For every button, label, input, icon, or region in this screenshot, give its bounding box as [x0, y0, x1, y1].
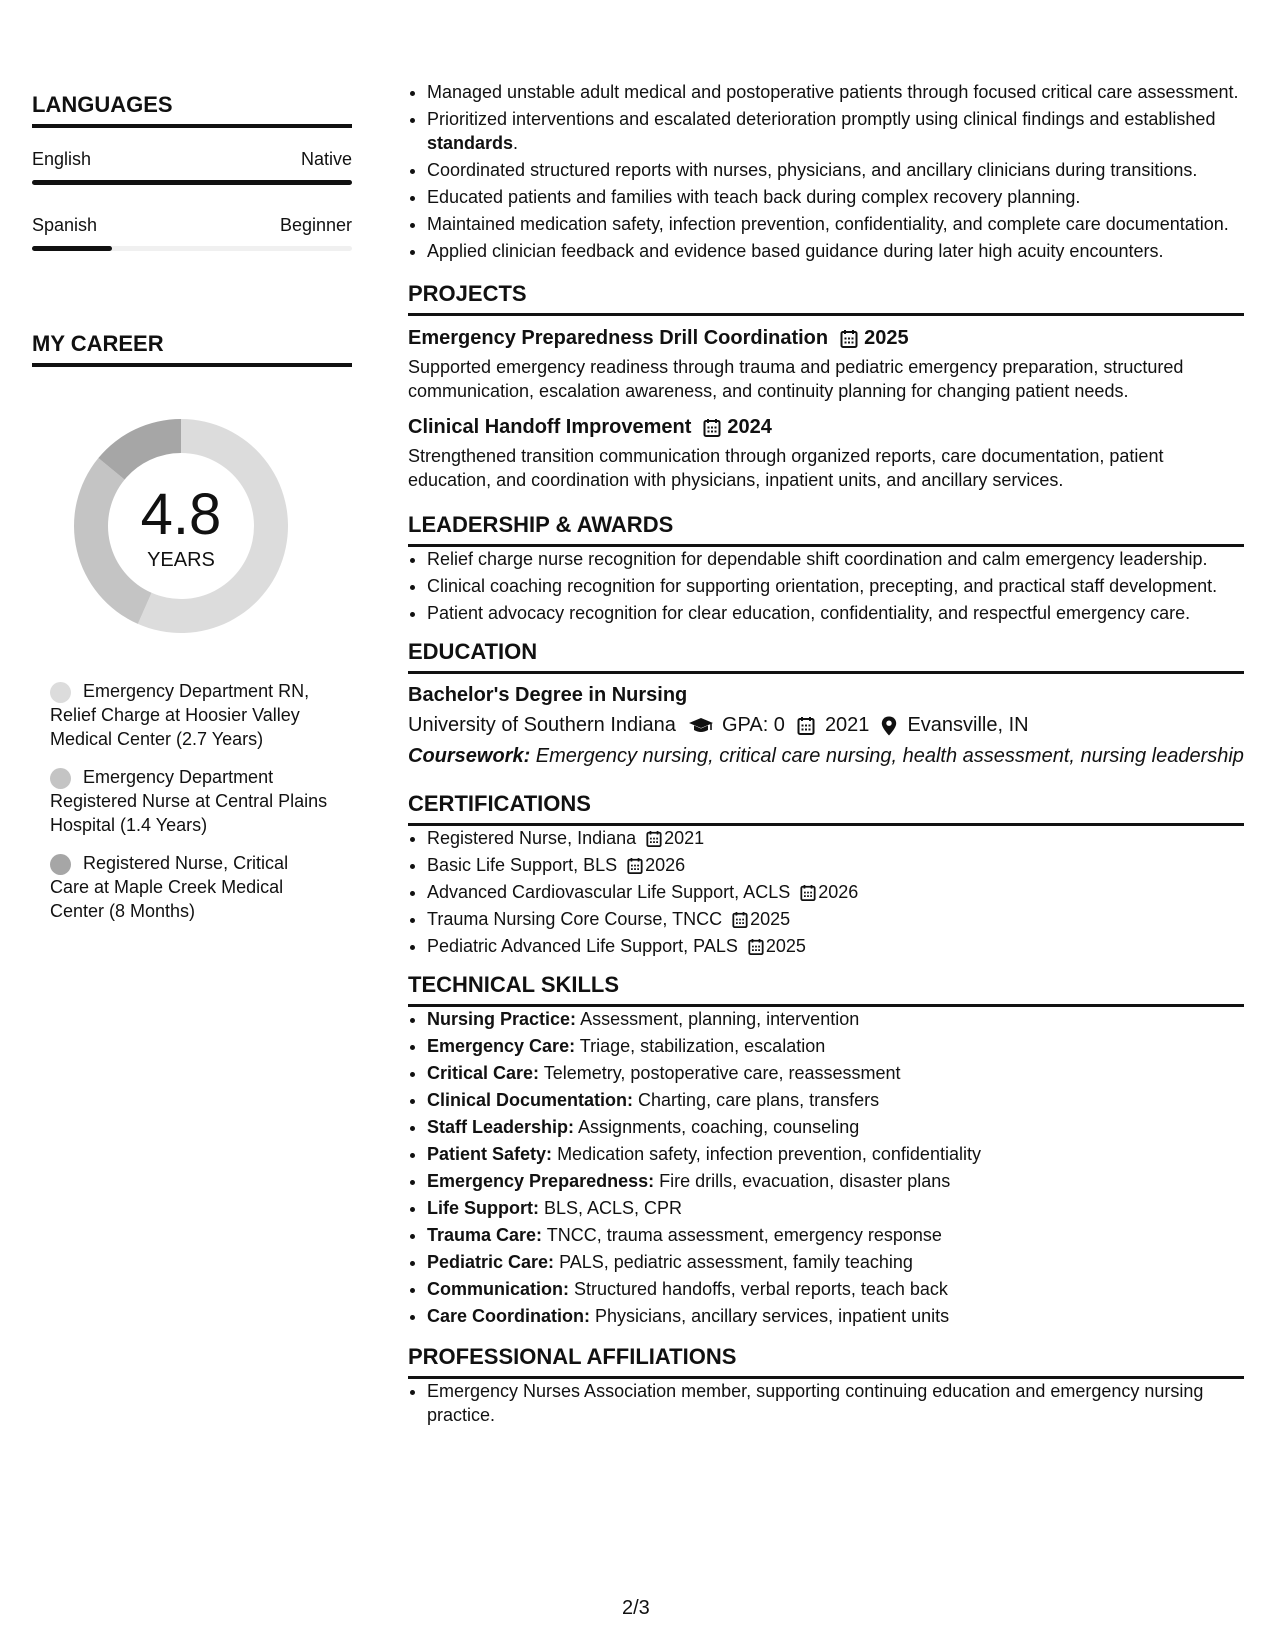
language-level: Beginner [279, 215, 352, 235]
skill-label: Emergency Preparedness: [427, 1171, 655, 1191]
technical-skills-heading: TECHNICAL SKILLS [408, 972, 1244, 1007]
skill-item [427, 1061, 1244, 1085]
calendar-icon [797, 716, 815, 736]
certifications-heading: CERTIFICATIONS [408, 791, 1244, 826]
education-degree: Bachelor's Degree in Nursing [408, 684, 688, 706]
language-item [32, 215, 352, 251]
skill-label: Pediatric Care: [427, 1252, 555, 1272]
career-donut-chart [66, 411, 296, 641]
career-legend-label: Emergency Department RN, Relief Charge at Hoosier Valley Medical Center (2.7 Years) [50, 681, 310, 749]
education-year: 2021 [824, 714, 870, 736]
coursework-text: Emergency nursing, critical care nursing, health assessment, nursing leadership [530, 745, 1244, 767]
career-heading: MY CAREER [32, 331, 352, 367]
certification-item [427, 934, 1244, 958]
education-gpa: GPA: 0 [721, 714, 785, 736]
calendar-icon [732, 911, 748, 929]
certification-item [427, 907, 1244, 931]
skill-value: BLS, ACLS, CPR [544, 1198, 683, 1218]
language-proficiency-bar [32, 180, 352, 185]
certification-name: Registered Nurse, Indiana [427, 828, 637, 848]
career-legend-item [50, 851, 330, 923]
skill-value: Medication safety, infection prevention, confidentiality [557, 1144, 981, 1164]
project-year: 2025 [864, 327, 909, 349]
skill-label: Clinical Documentation: [427, 1090, 634, 1110]
skill-value: Triage, stabilization, escalation [579, 1036, 826, 1056]
language-name: Spanish [32, 215, 98, 235]
skill-value: Charting, care plans, transfers [638, 1090, 880, 1110]
skill-value: Assignments, coaching, counseling [578, 1117, 860, 1137]
career-total-unit: YEARS [147, 549, 215, 571]
affiliations-heading: PROFESSIONAL AFFILIATIONS [408, 1344, 1244, 1379]
calendar-icon [627, 857, 643, 875]
certification-name: Basic Life Support, BLS [427, 855, 618, 875]
skill-value: Structured handoffs, verbal reports, teach back [574, 1279, 948, 1299]
skill-label: Trauma Care: [427, 1225, 543, 1245]
education-meta [408, 714, 1244, 737]
leadership-item: • Patient advocacy recognition for clear education, confidentiality, and respectful emergency care. [427, 601, 1244, 625]
skill-item [427, 1304, 1244, 1328]
career-legend [50, 679, 330, 923]
education-location: Evansville, IN [907, 714, 1029, 736]
calendar-icon [840, 329, 858, 349]
career-legend-label: Emergency Department Registered Nurse at Central Plains Hospital (1.4 Years) [50, 767, 328, 835]
skill-label: Nursing Practice: [427, 1009, 577, 1029]
bullet-text: . [513, 133, 519, 153]
skill-item [427, 1034, 1244, 1058]
experience-bullet: • Managed unstable adult medical and postoperative patients through focused critical care assessment. [427, 80, 1244, 104]
legend-dot [50, 682, 71, 703]
leadership-item: • Clinical coaching recognition for supporting orientation, precepting, and practical staff development. [427, 574, 1244, 598]
experience-bullet: • Maintained medication safety, infection prevention, confidentiality, and complete care documentation. [427, 212, 1244, 236]
affiliation-item: • Emergency Nurses Association member, supporting continuing education and emergency nursing practice. [427, 1379, 1244, 1427]
skill-item [427, 1088, 1244, 1112]
language-proficiency-fill [32, 246, 112, 251]
skill-item [427, 1169, 1244, 1193]
skill-item [427, 1277, 1244, 1301]
experience-bullet: • Applied clinician feedback and evidence based guidance during later high acuity encounters. [427, 239, 1244, 263]
skill-label: Care Coordination: [427, 1306, 591, 1326]
certification-name: Advanced Cardiovascular Life Support, ACLS [427, 882, 791, 902]
career-total-years: 4.8 [140, 482, 222, 547]
main-content [408, 80, 1244, 1430]
calendar-icon [646, 830, 662, 848]
skill-label: Emergency Care: [427, 1036, 576, 1056]
project-year: 2024 [727, 416, 772, 438]
project-item [408, 416, 1244, 492]
skill-item [427, 1007, 1244, 1031]
education-coursework [408, 744, 1244, 769]
certification-name: Pediatric Advanced Life Support, PALS [427, 936, 738, 956]
page-number: 2/3 [622, 1597, 650, 1619]
skill-item [427, 1223, 1244, 1247]
education-heading: EDUCATION [408, 639, 1244, 674]
projects-heading: PROJECTS [408, 281, 1244, 316]
skill-label: Life Support: [427, 1198, 539, 1218]
skill-value: TNCC, trauma assessment, emergency response [546, 1225, 942, 1245]
skill-value: Telemetry, postoperative care, reassessment [543, 1063, 901, 1083]
skill-value: Physicians, ancillary services, inpatient units [595, 1306, 950, 1326]
bullet-text: Prioritized interventions and escalated deterioration promptly using clinical findings and established [427, 109, 1216, 129]
certification-item [427, 880, 1244, 904]
experience-bullet: • Coordinated structured reports with nurses, physicians, and ancillary clinicians during transitions. [427, 158, 1244, 182]
certification-item [427, 826, 1244, 850]
career-legend-item [50, 765, 330, 837]
legend-dot [50, 854, 71, 875]
skill-item [427, 1142, 1244, 1166]
languages-heading: LANGUAGES [32, 92, 352, 128]
skill-label: Critical Care: [427, 1063, 540, 1083]
language-name: English [32, 149, 92, 169]
skill-label: Patient Safety: [427, 1144, 553, 1164]
skill-label: Staff Leadership: [427, 1117, 575, 1137]
leadership-heading: LEADERSHIP & AWARDS [408, 512, 1244, 547]
certification-item [427, 853, 1244, 877]
certification-year: 2025 [750, 909, 791, 929]
leadership-item: • Relief charge nurse recognition for dependable shift coordination and calm emergency leadership. [427, 547, 1244, 571]
calendar-icon [748, 938, 764, 956]
language-proficiency-fill [32, 180, 352, 185]
skill-value: Fire drills, evacuation, disaster plans [659, 1171, 951, 1191]
career-legend-label: Registered Nurse, Critical Care at Maple Creek Medical Center (8 Months) [50, 853, 289, 921]
skill-item [427, 1115, 1244, 1139]
project-item [408, 327, 1244, 403]
legend-dot [50, 768, 71, 789]
project-description: Supported emergency readiness through trauma and pediatric emergency preparation, structured communication, escalation awareness, and continuity planning for changing patient needs. [408, 357, 1184, 401]
project-title: Clinical Handoff Improvement [408, 416, 692, 438]
skill-item [427, 1196, 1244, 1220]
sidebar [32, 92, 352, 937]
certification-year: 2025 [765, 936, 806, 956]
certification-year: 2021 [664, 828, 705, 848]
bullet-bold-text: standards [427, 133, 514, 153]
skill-item [427, 1250, 1244, 1274]
skill-label: Communication: [427, 1279, 569, 1299]
career-legend-item [50, 679, 330, 751]
education-school: University of Southern Indiana [408, 714, 676, 736]
certifications-list [408, 826, 1244, 958]
certification-year: 2026 [645, 855, 686, 875]
skill-value: Assessment, planning, intervention [580, 1009, 860, 1029]
leadership-list [408, 547, 1244, 625]
project-title: Emergency Preparedness Drill Coordination [408, 327, 829, 349]
technical-skills-list [408, 1007, 1244, 1328]
certification-year: 2026 [818, 882, 859, 902]
skill-value: PALS, pediatric assessment, family teaching [559, 1252, 913, 1272]
language-item [32, 149, 352, 185]
project-description: Strengthened transition communication through organized reports, care documentation, patient education, and coordination with physicians, inpatient units, and ancillary services. [408, 446, 1164, 490]
language-level: Native [300, 149, 352, 169]
certification-name: Trauma Nursing Core Course, TNCC [427, 909, 723, 929]
graduation-cap-icon [688, 717, 714, 735]
affiliations-list [408, 1379, 1244, 1427]
experience-bullet [427, 107, 1244, 155]
coursework-label: Coursework: [408, 745, 531, 767]
calendar-icon [703, 418, 721, 438]
experience-bullets [408, 80, 1244, 263]
map-pin-icon [881, 716, 897, 736]
calendar-icon [800, 884, 816, 902]
language-proficiency-bar [32, 246, 352, 251]
experience-bullet: • Educated patients and families with teach back during complex recovery planning. [427, 185, 1244, 209]
